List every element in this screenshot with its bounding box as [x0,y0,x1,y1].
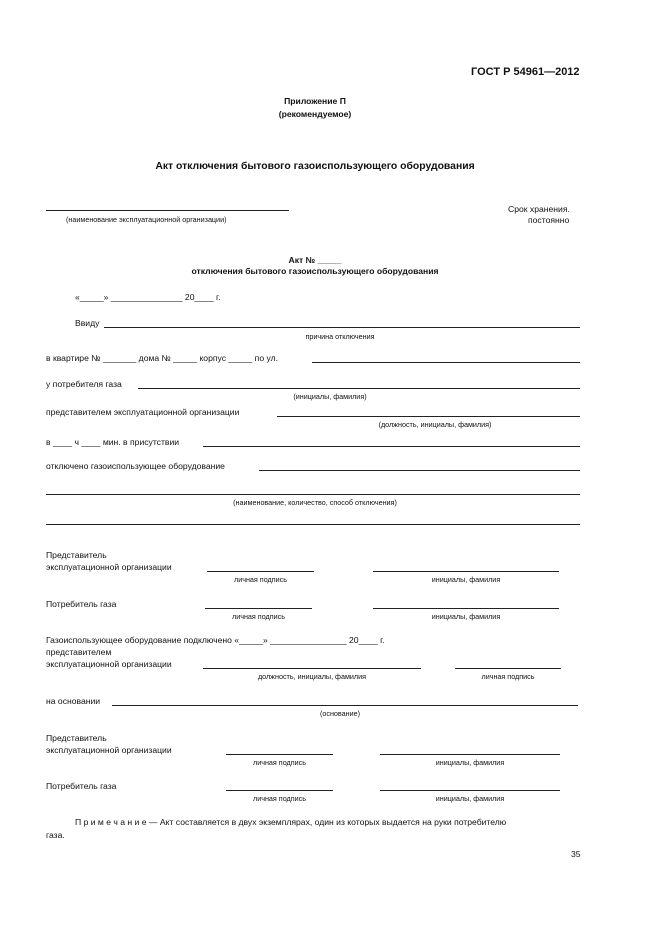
rep1-signature-caption: личная подпись [234,575,287,584]
standard-code: ГОСТ Р 54961—2012 [471,66,580,78]
representative-label: представителем эксплуатационной организации [46,407,240,417]
rep2-signature-caption: личная подпись [253,758,306,767]
consumer-label: у потребителя газа [46,379,122,389]
appendix-status: (рекомендуемое) [278,109,352,119]
time-presence-label: в ____ ч ____ мин. в присутствии [46,437,180,447]
act-number: Акт № _____ [288,255,342,265]
consumer1-signature-caption: личная подпись [232,612,285,621]
reconnect-text: Газоиспользующее оборудование подключено «_____» ________________ 20____ г. [46,635,385,645]
consumer1-label: Потребитель газа [46,599,117,609]
disconnected-label: отключено газоиспользующее оборудование [46,461,225,471]
consumer2-signature-line [226,790,333,791]
consumer2-name-line [380,790,560,791]
consumer1-name-line [373,608,559,609]
apartment-label: в квартире № _______ дома № _____ корпус _____ по ул. [46,353,279,363]
storage-label: Срок хранения. [508,204,570,214]
due-to-label: Ввиду [75,318,100,328]
equipment-line [46,494,580,495]
reason-line [104,327,580,328]
extra-line [46,524,580,525]
consumer2-signature-caption: личная подпись [253,794,306,803]
rep2-signature-line [226,754,333,755]
consumer1-name-caption: инициалы, фамилия [431,612,501,621]
page-number: 35 [571,849,581,859]
representative-line [277,416,580,417]
act-date: «_____» _______________ 20____ г. [75,292,221,302]
basis-caption: (основание) [319,709,361,718]
representative-caption: (должность, инициалы, фамилия) [378,420,492,429]
reconnect-position-caption: должность, инициалы, фамилия [257,672,367,681]
rep2-line2: эксплуатационной организации [46,745,172,755]
reconnect-position-line [203,668,421,669]
rep1-line1: Представитель [46,550,107,560]
rep1-signature-line [207,571,314,572]
presence-line [203,446,580,447]
street-line [312,362,580,363]
consumer2-label: Потребитель газа [46,781,117,791]
reconnect-rep-line2: эксплуатационной организации [46,659,172,669]
basis-line [112,705,578,706]
note-line1 [75,817,506,827]
storage-value: постоянно [528,215,570,225]
org-name-line [46,210,289,211]
reason-caption: причина отключения [305,332,375,341]
consumer1-signature-line [205,608,312,609]
reconnect-signature-line [455,668,561,669]
disconnected-line [259,470,580,471]
reconnect-signature-caption: личная подпись [481,672,535,681]
act-subtitle: отключения бытового газоиспользующего оборудования [191,266,439,276]
rep2-line1: Представитель [46,733,107,743]
rep2-name-caption: инициалы, фамилия [435,758,505,767]
basis-label: на основании [46,696,101,706]
consumer-line [138,388,580,389]
note-label: П р и м е ч а н и е [75,817,147,827]
rep2-name-line [380,754,560,755]
note-text: — Акт составляется в двух экземплярах, один из которых выдается на руки потребителю [146,817,507,827]
equipment-caption: (наименование, количество, способ отключения) [233,498,397,507]
reconnect-rep-line1: представителем [46,647,112,657]
consumer2-name-caption: инициалы, фамилия [435,794,505,803]
rep1-line2: эксплуатационной организации [46,562,172,572]
consumer-caption: (инициалы, фамилия) [293,392,367,401]
rep1-name-line [373,571,559,572]
rep1-name-caption: инициалы, фамилия [431,575,501,584]
appendix-title: Приложение П [284,96,346,106]
org-name-caption: (наименование эксплуатационной организации) [66,215,227,224]
document-title: Акт отключения бытового газоиспользующего оборудования [155,161,475,172]
note-line2: газа. [46,830,65,840]
